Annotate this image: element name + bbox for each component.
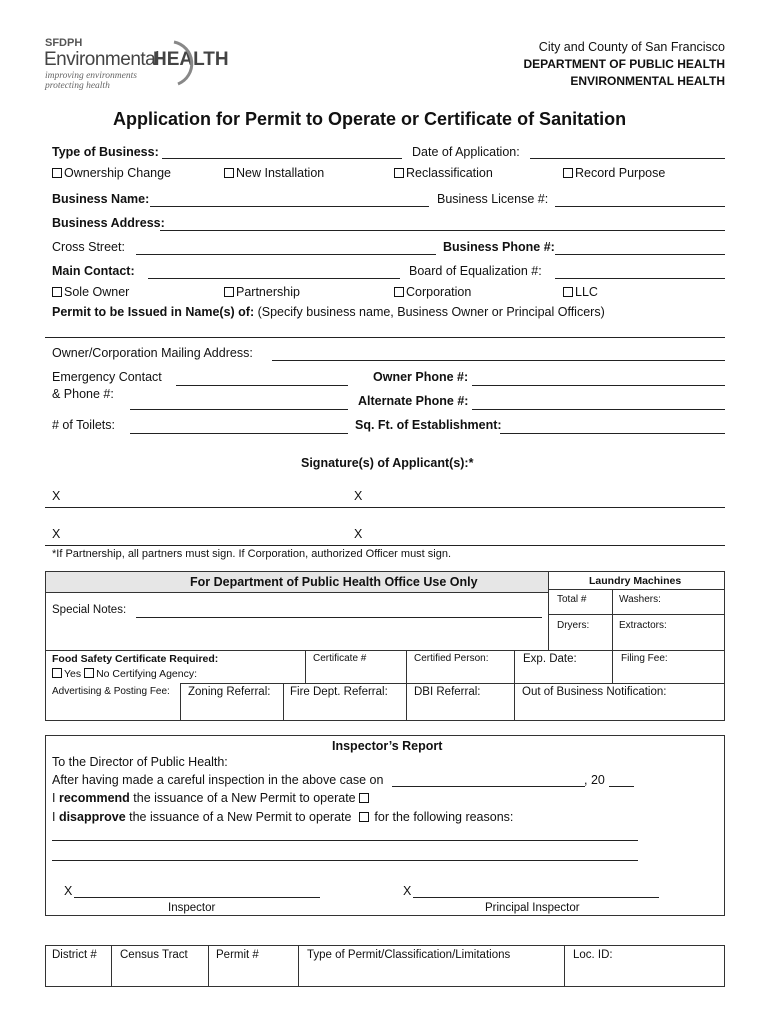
record-purpose-option[interactable] — [563, 166, 665, 180]
alternate-phone-label: Alternate Phone #: — [358, 394, 469, 408]
main-contact-field[interactable] — [148, 278, 400, 279]
option-label: Corporation — [406, 285, 472, 299]
dryers-label: Dryers: — [557, 620, 590, 631]
certifying-agency — [52, 668, 197, 680]
sqft-field[interactable] — [500, 433, 725, 434]
business-phone-field[interactable] — [555, 254, 725, 255]
board-of-equalization-label: Board of Equalization #: — [409, 264, 542, 278]
divider — [283, 683, 284, 721]
divider — [45, 592, 548, 593]
food-safety-label: Food Safety Certificate Required: — [52, 653, 219, 665]
board-of-equalization-field[interactable] — [555, 278, 725, 279]
fire-referral-label: Fire Dept. Referral: — [290, 686, 388, 698]
certified-person-label: Certified Person: — [414, 653, 489, 664]
washers-label: Washers: — [619, 594, 661, 605]
inspector-caption: Inspector — [168, 902, 216, 914]
divider — [180, 683, 725, 684]
district-label: District # — [52, 949, 97, 961]
reasons-line-2[interactable] — [52, 860, 638, 861]
inspection-year-field[interactable] — [609, 786, 634, 787]
date-of-application-label: Date of Application: — [412, 145, 520, 159]
loc-id-label: Loc. ID: — [573, 949, 613, 961]
advertising-fee-label: Advertising & Posting Fee: — [52, 686, 170, 697]
census-tract-label: Census Tract — [120, 949, 188, 961]
signature-x-4: X — [354, 527, 363, 541]
recommend-bold: recommend — [58, 791, 130, 805]
yes-label: Yes — [64, 668, 82, 680]
logo-health: HEALTH — [153, 49, 229, 70]
inspector-after: After having made a careful inspection in the above case on — [52, 773, 384, 787]
header-dept: DEPARTMENT OF PUBLIC HEALTH — [523, 57, 725, 71]
permit-names-note: (Specify business name, Business Owner or Principal Officers) — [257, 305, 605, 319]
signature-line-2[interactable] — [45, 545, 725, 546]
business-name-field[interactable] — [150, 206, 429, 207]
footnote: *If Partnership, all partners must sign. If Corporation, authorized Officer must sign. — [52, 548, 452, 560]
principal-x: X — [403, 884, 412, 898]
toilets-label: # of Toilets: — [52, 418, 116, 432]
checkbox-icon[interactable] — [224, 168, 234, 178]
zoning-referral-label: Zoning Referral: — [188, 686, 271, 698]
business-phone-label: Business Phone #: — [443, 240, 555, 254]
recommend-checkbox[interactable] — [359, 793, 369, 803]
office-header: For Department of Public Health Office Use Only — [190, 575, 478, 589]
toilets-field[interactable] — [130, 433, 348, 434]
owner-phone-label: Owner Phone #: — [373, 370, 469, 384]
signature-x-2: X — [354, 489, 363, 503]
reclassification-option[interactable] — [394, 166, 493, 180]
type-of-business-label: Type of Business: — [52, 145, 159, 159]
extractors-label: Extractors: — [619, 620, 667, 631]
signature-x-1: X — [52, 489, 61, 503]
out-of-business-label: Out of Business Notification: — [522, 686, 667, 698]
checkbox-icon[interactable] — [394, 168, 404, 178]
logo-tagline-1: improving environments — [45, 71, 137, 81]
main-contact-label: Main Contact: — [52, 264, 135, 278]
divider — [548, 571, 549, 651]
divider — [612, 650, 613, 683]
business-license-field[interactable] — [555, 206, 725, 207]
special-notes-field[interactable] — [136, 617, 542, 618]
emergency-contact-field[interactable] — [176, 385, 348, 386]
divider — [298, 945, 299, 987]
header-city: City and County of San Francisco — [538, 40, 725, 54]
option-label: LLC — [575, 285, 598, 299]
recommend-line — [52, 791, 371, 805]
checkbox-icon[interactable] — [52, 668, 62, 678]
inspection-year-prefix: , 20 — [584, 773, 605, 787]
signature-x-3: X — [52, 527, 61, 541]
cross-street-field[interactable] — [136, 254, 436, 255]
recommend-pre: I — [52, 791, 59, 805]
sole-owner-option[interactable] — [52, 285, 129, 299]
disapprove-post: the issuance of a New Permit to operate — [125, 810, 352, 824]
corporation-option[interactable] — [394, 285, 471, 299]
checkbox-icon[interactable] — [84, 668, 94, 678]
date-of-application-field[interactable] — [530, 158, 725, 159]
mailing-address-label: Owner/Corporation Mailing Address: — [52, 346, 253, 360]
divider — [514, 650, 515, 721]
option-label: New Installation — [236, 166, 325, 180]
cross-street-label: Cross Street: — [52, 240, 125, 254]
divider — [111, 945, 112, 987]
inspector-title: Inspector’s Report — [332, 739, 443, 753]
option-label: Reclassification — [406, 166, 493, 180]
divider — [406, 650, 407, 721]
disapprove-line — [52, 810, 513, 824]
no-label: No Certifying Agency: — [96, 668, 198, 680]
emergency-phone-field[interactable] — [130, 409, 348, 410]
logo-tagline-2: protecting health — [45, 81, 110, 91]
permit-type-label: Type of Permit/Classification/Limitations — [307, 949, 511, 961]
emergency-contact-label: Emergency Contact — [52, 370, 162, 384]
permit-names-bold: Permit to be Issued in Name(s) of: — [52, 305, 255, 319]
option-label: Record Purpose — [575, 166, 666, 180]
recommend-post: the issuance of a New Permit to operate — [129, 791, 356, 805]
disapprove-checkbox[interactable] — [359, 812, 369, 822]
checkbox-icon[interactable] — [394, 287, 404, 297]
logo-environmental: Environmental — [44, 49, 159, 70]
reasons-line-1[interactable] — [52, 840, 638, 841]
owner-phone-field[interactable] — [472, 385, 725, 386]
option-label: Sole Owner — [64, 285, 130, 299]
divider — [305, 650, 306, 683]
exp-date-label: Exp. Date: — [523, 653, 577, 665]
divider — [548, 589, 725, 590]
permit-names-field[interactable] — [45, 337, 725, 338]
header-env: ENVIRONMENTAL HEALTH — [570, 74, 725, 88]
inspector-x: X — [64, 884, 73, 898]
business-address-field[interactable] — [160, 230, 725, 231]
divider — [45, 650, 725, 651]
divider — [612, 589, 613, 651]
divider — [208, 945, 209, 987]
business-address-label: Business Address: — [52, 216, 165, 230]
logo-sfdph: SFDPH — [45, 37, 83, 49]
disapprove-pre: I — [52, 810, 59, 824]
checkbox-icon[interactable] — [563, 287, 573, 297]
option-label: Ownership Change — [64, 166, 172, 180]
signatures-label: Signature(s) of Applicant(s):* — [301, 456, 474, 470]
inspector-to: To the Director of Public Health: — [52, 755, 228, 769]
permit-names-label — [52, 305, 605, 319]
special-notes-label: Special Notes: — [52, 604, 127, 616]
disapprove-reasons: for the following reasons: — [374, 810, 514, 824]
business-license-label: Business License #: — [437, 192, 549, 206]
divider — [548, 614, 725, 615]
certificate-label: Certificate # — [313, 653, 367, 664]
permit-number-label: Permit # — [216, 949, 259, 961]
new-installation-option[interactable] — [224, 166, 324, 180]
logo-arc-icon — [170, 38, 200, 88]
checkbox-icon[interactable] — [52, 168, 62, 178]
laundry-machines-label: Laundry Machines — [589, 575, 682, 587]
page-title: Application for Permit to Operate or Certificate of Sanitation — [113, 109, 627, 129]
checkbox-icon[interactable] — [224, 287, 234, 297]
inspection-date-field[interactable] — [392, 786, 585, 787]
mailing-address-field[interactable] — [272, 360, 725, 361]
filing-fee-label: Filing Fee: — [621, 653, 668, 664]
llc-option[interactable] — [563, 285, 598, 299]
type-of-business-field[interactable] — [162, 158, 402, 159]
total-label: Total # — [557, 594, 587, 605]
sqft-label: Sq. Ft. of Establishment: — [355, 418, 502, 432]
checkbox-icon[interactable] — [563, 168, 573, 178]
divider — [564, 945, 565, 987]
alternate-phone-field[interactable] — [472, 409, 725, 410]
emergency-phone-label: & Phone #: — [52, 387, 114, 401]
partnership-option[interactable] — [224, 285, 300, 299]
business-name-label: Business Name: — [52, 192, 150, 206]
divider — [180, 683, 181, 721]
dbi-referral-label: DBI Referral: — [414, 686, 481, 698]
inspector-signature-field[interactable] — [74, 897, 320, 898]
ownership-change-option[interactable] — [52, 166, 171, 180]
signature-line-1[interactable] — [45, 507, 725, 508]
principal-signature-field[interactable] — [413, 897, 659, 898]
checkbox-icon[interactable] — [52, 287, 62, 297]
disapprove-bold: disapprove — [58, 810, 126, 824]
principal-caption: Principal Inspector — [485, 902, 580, 914]
option-label: Partnership — [236, 285, 300, 299]
